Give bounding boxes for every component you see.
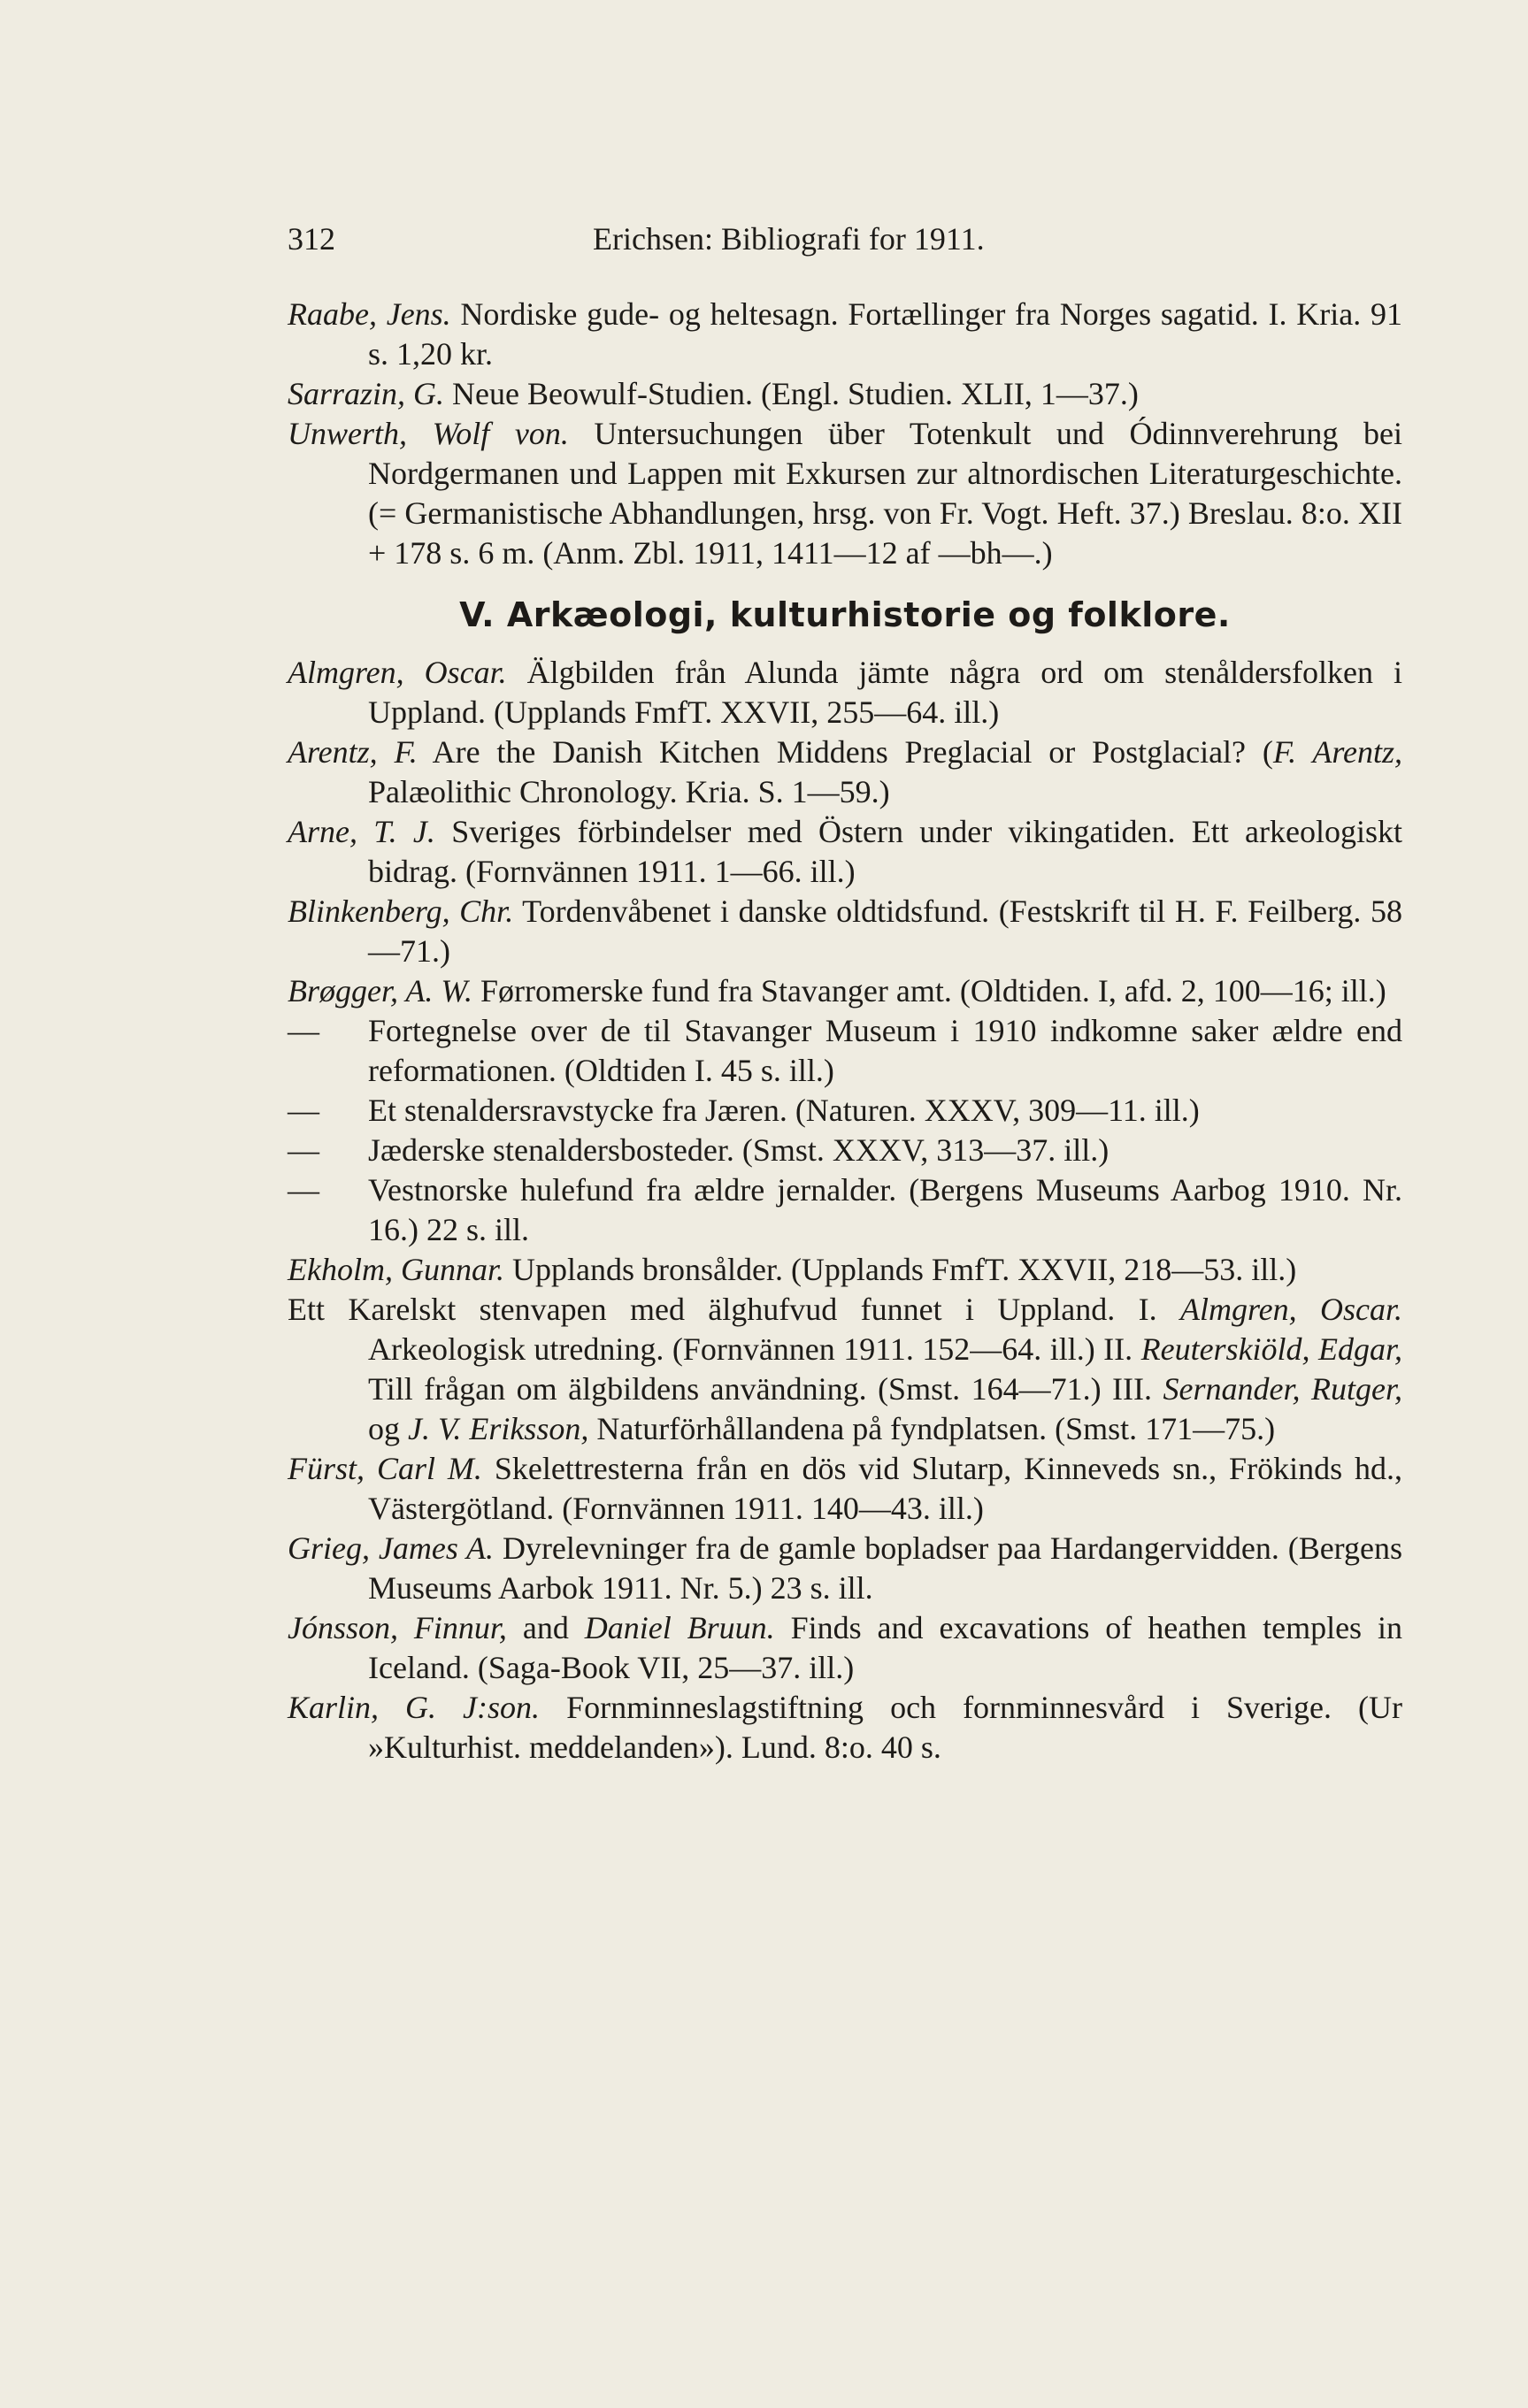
entry-author-secondary: Daniel Bruun. xyxy=(584,1610,775,1645)
bib-entry xyxy=(288,414,1402,573)
page-number: 312 xyxy=(288,221,335,257)
entry-text: Fortegnelse over de til Stavanger Museum i 1910 indkomne saker ældre end reformationen. (Oldtiden I. 45 s. ill.) xyxy=(368,1013,1402,1088)
running-head xyxy=(288,219,1402,259)
entry-text: and xyxy=(506,1610,585,1645)
entry-author: Almgren, Oscar. xyxy=(288,655,507,690)
entry-author: Arentz, F. xyxy=(288,734,418,770)
bib-entry xyxy=(288,1688,1402,1768)
entry-author: Jónsson, Finnur, xyxy=(288,1610,507,1645)
entry-text: Dyrelevninger fra de gamle bopladser paa Hardangervidden. (Bergens Museums Aarbok 1911. Nr. 5.) 23 s. ill. xyxy=(368,1530,1403,1606)
section-heading: V. Arkæologi, kulturhistorie og folklore. xyxy=(459,595,1231,634)
bib-entry xyxy=(288,812,1402,892)
entry-author: Ekholm, Gunnar. xyxy=(288,1252,504,1287)
running-title: Erichsen: Bibliografi for 1911. xyxy=(593,221,985,257)
bib-entry xyxy=(288,374,1402,414)
entry-text: Naturförhållandena på fyndplatsen. (Smst. 171—75.) xyxy=(588,1411,1276,1446)
entry-text: Nordiske gude- og heltesagn. Fortællinger fra Norges sagatid. I. Kria. 91 s. 1,20 kr. xyxy=(368,296,1403,372)
entry-author: Sernander, Rutger, xyxy=(1163,1371,1403,1407)
entry-text: Førromerske fund fra Stavanger amt. (Oldtiden. I, afd. 2, 100—16; ill.) xyxy=(472,973,1386,1008)
bib-entry xyxy=(288,892,1402,971)
entry-text-secondary: Palæolithic Chronology. Kria. S. 1—59.) xyxy=(368,774,890,809)
page-text xyxy=(288,219,1402,1768)
entry-text-secondary: Finds and excavations of heathen temples in Iceland. (Saga-Book VII, 25—37. ill.) xyxy=(368,1610,1402,1685)
entry-author: Karlin, G. J:son. xyxy=(288,1690,541,1725)
ditto-dash: — xyxy=(288,1013,319,1048)
bib-entry xyxy=(288,1290,1402,1449)
entry-text: Tordenvåbenet i danske oldtidsfund. (Festskrift til H. F. Feilberg. 58—71.) xyxy=(368,893,1402,969)
bib-entry xyxy=(288,1091,1402,1131)
bib-entry xyxy=(288,732,1402,812)
entry-text: Skelettresterna från en dös vid Slutarp, Kinneveds sn., Frökinds hd., Västergötland. (Fornvännen 1911. 140—43. ill.) xyxy=(368,1451,1403,1526)
bib-entry xyxy=(288,1529,1402,1608)
entry-author-secondary: F. Arentz, xyxy=(1272,734,1402,770)
entry-text: Fornminneslagstiftning och fornminnesvård i Sverige. (Ur »Kulturhist. meddelanden»). Lund. 8:o. 40 s. xyxy=(368,1690,1402,1765)
entry-text: Untersuchungen über Totenkult und Ódinnverehrung bei Nordgermanen und Lappen mit Exkursen zur altnordischen Literaturgeschichte. (= Germanistische Abhandlungen, hrsg. von Fr. Vogt. Heft. 37.) Breslau. 8:o. XII + 178 s. 6 m. (Anm. Zbl. 1911, 1411—12 af —bh—.) xyxy=(368,416,1402,571)
entry-text: Älgbilden från Alunda jämte några ord om stenåldersfolken i Uppland. (Upplands FmfT. XXVII, 255—64. ill.) xyxy=(368,655,1402,730)
bib-entry xyxy=(288,1608,1402,1688)
bib-entry xyxy=(288,971,1402,1011)
bib-entry xyxy=(288,653,1402,732)
entry-text: Neue Beowulf-Studien. (Engl. Studien. XLII, 1—37.) xyxy=(444,376,1139,411)
bib-entry xyxy=(288,295,1402,374)
entry-author: Sarrazin, G. xyxy=(288,376,445,411)
entry-text: Ett Karelskt stenvapen med älghufvud funnet i Uppland. I. xyxy=(288,1292,1180,1327)
entry-text: Jæderske stenaldersbosteder. (Smst. XXXV, 313—37. ill.) xyxy=(368,1132,1110,1168)
entry-text: Arkeologisk utredning. (Fornvännen 1911. 152—64. ill.) II. xyxy=(368,1331,1141,1367)
bib-entry xyxy=(288,1170,1402,1250)
ditto-dash: — xyxy=(288,1132,319,1168)
entry-author: Grieg, James A. xyxy=(288,1530,495,1566)
entry-text: Upplands bronsålder. (Upplands FmfT. XXVII, 218—53. ill.) xyxy=(504,1252,1297,1287)
entry-author: Almgren, Oscar. xyxy=(1179,1292,1402,1327)
bib-entry xyxy=(288,1131,1402,1170)
entry-text: Till frågan om älgbildens användning. (Smst. 164—71.) III. xyxy=(368,1371,1163,1407)
entry-text: Sveriges förbindelser med Östern under vikingatiden. Ett arkeologiskt bidrag. (Fornvännen 1911. 1—66. ill.) xyxy=(368,814,1403,889)
entry-author: Brøgger, A. W. xyxy=(288,973,473,1008)
entry-author: Unwerth, Wolf von. xyxy=(288,416,569,451)
entry-author: Fürst, Carl M. xyxy=(288,1451,482,1486)
entry-text: Are the Danish Kitchen Middens Preglacial or Postglacial? ( xyxy=(417,734,1273,770)
entry-author: Blinkenberg, Chr. xyxy=(288,893,514,929)
bib-entry xyxy=(288,1011,1402,1091)
bib-entry xyxy=(288,1250,1402,1290)
bib-entry xyxy=(288,1449,1402,1529)
entry-text: Et stenaldersravstycke fra Jæren. (Naturen. XXXV, 309—11. ill.) xyxy=(368,1093,1200,1128)
entry-author: J. V. Eriksson, xyxy=(408,1411,589,1446)
entry-author: Raabe, Jens. xyxy=(288,296,451,332)
entry-author: Reuterskiöld, Edgar, xyxy=(1140,1331,1402,1367)
entry-text: Vestnorske hulefund fra ældre jernalder. (Bergens Museums Aarbog 1910. Nr. 16.) 22 s. ill. xyxy=(368,1172,1402,1247)
ditto-dash: — xyxy=(288,1093,319,1128)
entry-text: og xyxy=(368,1411,408,1446)
ditto-dash: — xyxy=(288,1172,319,1208)
entry-author: Arne, T. J. xyxy=(288,814,435,849)
